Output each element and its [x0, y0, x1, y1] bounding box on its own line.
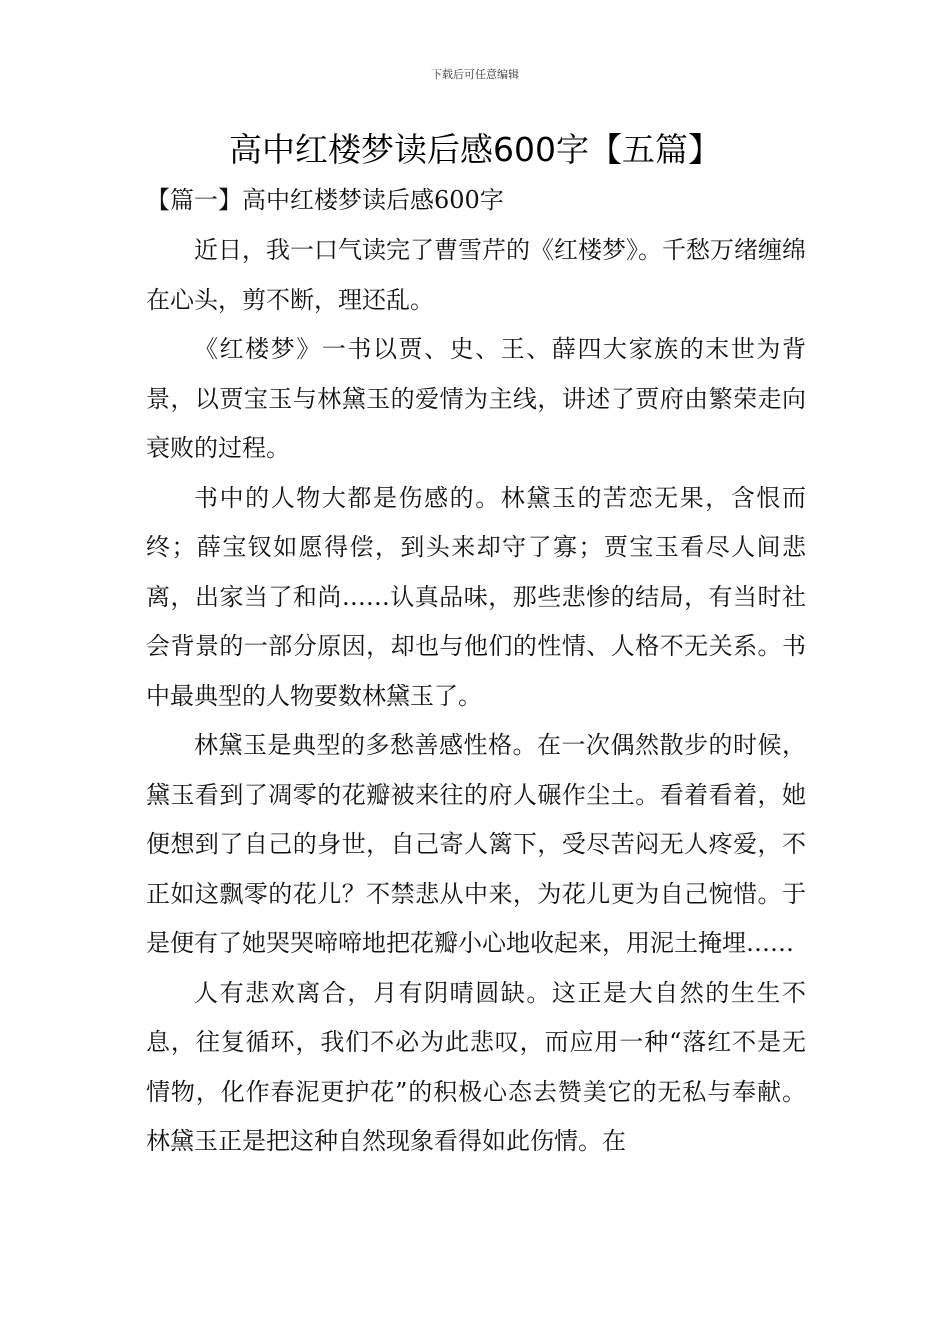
paragraph: 近日，我一口气读完了曹雪芹的《红楼梦》。千愁万绪缠绵在心头，剪不断，理还乱。 — [146, 236, 806, 314]
section-heading: 【篇一】高中红楼梦读后感600字 — [146, 186, 504, 214]
paragraph: 《红楼梦》一书以贾、史、王、薛四大家族的末世为背景，以贾宝玉与林黛玉的爱情为主线，讲述了贾府由繁荣走向衰败的过程。 — [146, 335, 806, 462]
paragraph: 人有悲欢离合，月有阴晴圆缺。这正是大自然的生生不息，往复循环，我们不必为此悲叹，而应用一种“落红不是无情物，化作春泥更护花”的积极心态去赞美它的无私与奉献。林黛玉正是把这种自然现象看得如此伤情。在 — [146, 978, 806, 1155]
paragraph: 林黛玉是典型的多愁善感性格。在一次偶然散步的时候，黛玉看到了凋零的花瓣被来往的府人碾作尘土。看着看着，她便想到了自己的身世，自己寄人篱下，受尽苦闷无人疼爱，不正如这飘零的花儿？不禁悲从中来，为花儿更为自己惋惜。于是便有了她哭哭啼啼地把花瓣小心地收起来，用泥土掩埋…… — [146, 731, 806, 957]
paragraph: 书中的人物大都是伤感的。林黛玉的苦恋无果，含恨而终；薛宝钗如愿得偿，到头来却守了寡；贾宝玉看尽人间悲离，出家当了和尚……认真品味，那些悲惨的结局，有当时社会背景的一部分原因，却也与他们的性情、人格不无关系。书中最典型的人物要数林黛玉了。 — [146, 483, 806, 710]
document-title: 高中红楼梦读后感600字【五篇】 — [229, 130, 721, 169]
header-note: 下载后可任意编辑 — [431, 68, 519, 81]
body-text — [146, 226, 806, 1167]
